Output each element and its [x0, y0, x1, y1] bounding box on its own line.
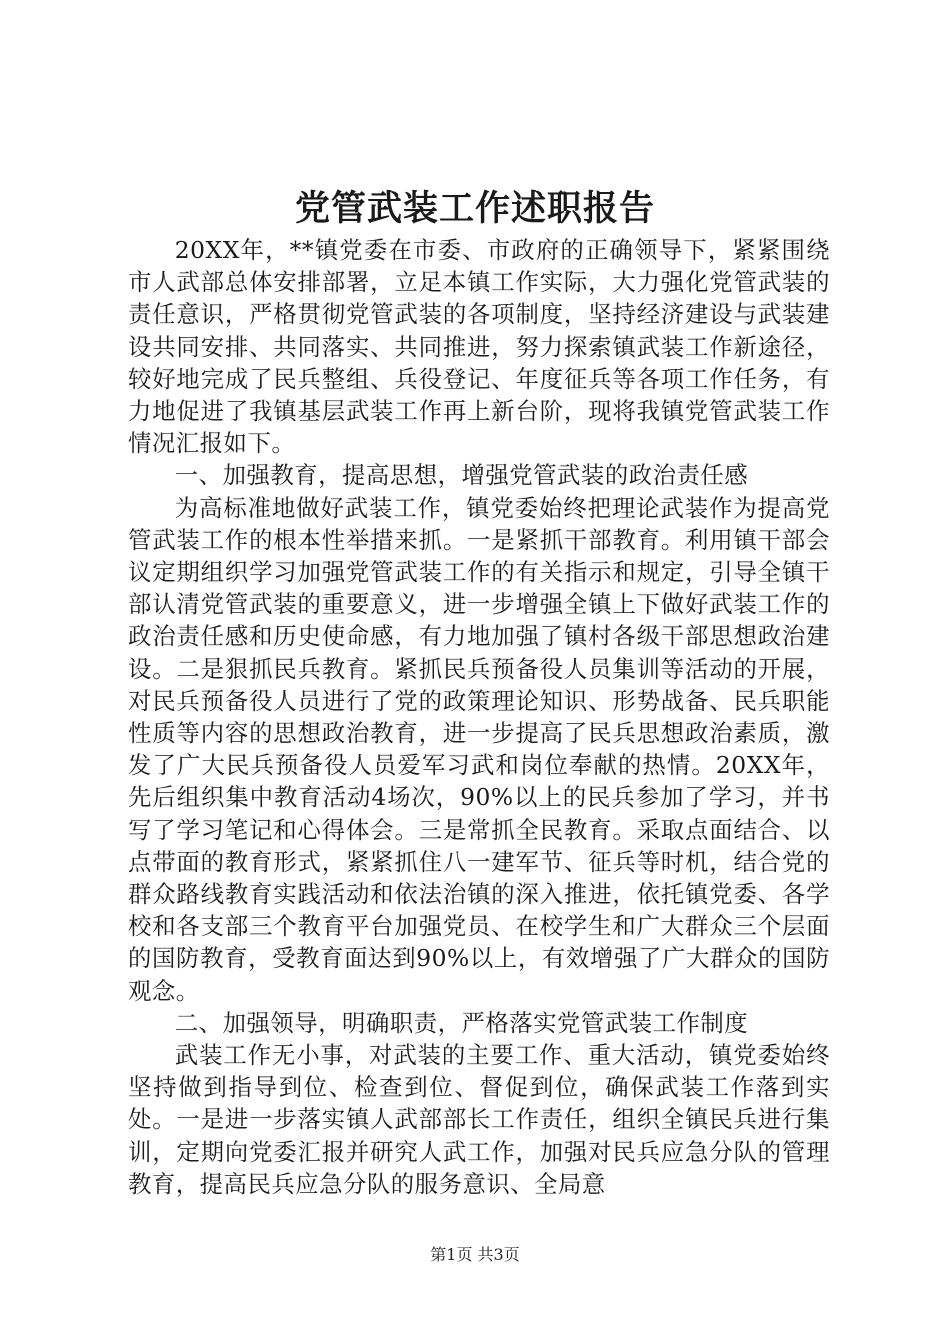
section-heading-2: 二、加强领导，明确职责，严格落实党管武装工作制度 [174, 1008, 749, 1037]
section-1-paragraph: 为高标准地做好武装工作，镇党委始终把理论武装作为提高党管武装工作的根本性举措来抓。一是紧抓干部教育。利用镇干部会议定期组织学习加强党管武装工作的有关指示和规定，引导全镇干部认清党管武装的重要意义，进一步增强全镇上下做好武装工作的政治责任感和历史使命感，有力地加强了镇村各级干部思想政治建设。二是狠抓民兵教育。紧抓民兵预备役人员集训等活动的开展，对民兵预备役人员进行了党的政策理论知识、形势战备、民兵职能性质等内容的思想政治教育，进一步提高了民兵思想政治素质，激发了广大民兵预备役人员爱军习武和岗位奉献的热情。20XX年，先后组织集中教育活动4场次，90%以上的民兵参加了学习，并书写了学习笔记和心得体会。三是常抓全民教育。采取点面结合、以点带面的教育形式，紧紧抓住八一建军节、征兵等时机，结合党的群众路线教育实践活动和依法治镇的深入推进，依托镇党委、各学校和各支部三个教育平台加强党员、在校学生和广大群众三个层面的国防教育，受教育面达到90%以上，有效增强了广大群众的国防观念。 [128, 493, 830, 1005]
document-body [128, 234, 830, 1200]
intro-paragraph: 20XX年，**镇党委在市委、市政府的正确领导下，紧紧围绕市人武部总体安排部署，立足本镇工作实际，大力强化党管武装的责任意识，严格贯彻党管武装的各项制度，坚持经济建设与武装建设共同安排、共同落实、共同推进，努力探索镇武装工作新途径，较好地完成了民兵整组、兵役登记、年度征兵等各项工作任务，有力地促进了我镇基层武装工作再上新台阶，现将我镇党管武装工作情况汇报如下。 [128, 236, 830, 458]
section-heading-1: 一、加强教育，提高思想，增强党管武装的政治责任感 [174, 461, 749, 490]
document-title: 党管武装工作述职报告 [294, 188, 655, 229]
page-footer: 第1页 共3页 [430, 1245, 520, 1264]
section-2-paragraph: 武装工作无小事，对武装的主要工作、重大活动，镇党委始终坚持做到指导到位、检查到位、督促到位，确保武装工作落到实处。一是进一步落实镇人武部部长工作责任，组织全镇民兵进行集训，定期向党委汇报并研究人武工作，加强对民兵应急分队的管理教育，提高民兵应急分队的服务意识、全局意 [128, 1041, 830, 1198]
